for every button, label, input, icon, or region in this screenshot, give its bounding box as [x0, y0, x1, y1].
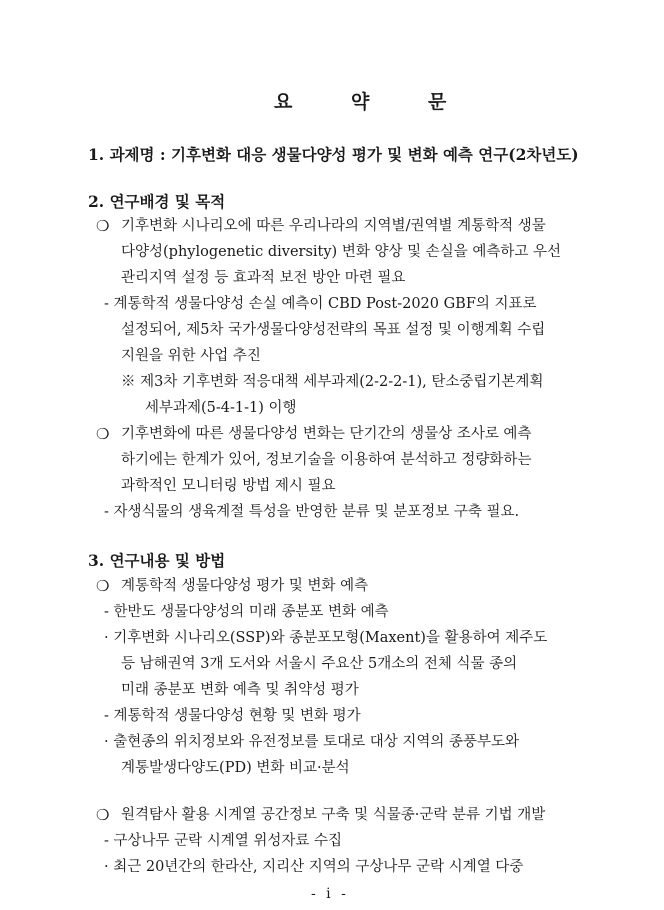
circle-bullet-icon: ❍ — [96, 806, 110, 824]
sec3-point1-line2: 등 남해권역 3개 도서와 서울시 주요산 5개소의 전체 식물 종의 — [121, 656, 518, 672]
sec2-dash1-line2: 설정되어, 제5차 국가생물다양성전략의 목표 설정 및 이행계획 수립 — [121, 322, 546, 338]
sec3-dash1: - 한반도 생물다양성의 미래 종분포 변화 예측 — [104, 604, 389, 620]
section2-heading: 2. 연구배경 및 목적 — [88, 192, 226, 211]
sec2-bullet2-line2: 하기에는 한계가 있어, 정보기술을 이용하여 분석하고 정량화하는 — [121, 452, 532, 468]
sec3-dash2: - 계통학적 생물다양성 현황 및 변화 평가 — [104, 708, 361, 724]
project-name: 1. 과제명 : 기후변화 대응 생물다양성 평가 및 변화 예측 연구(2차년도) — [88, 145, 579, 164]
sec2-bullet2-line3: 과학적인 모니터링 방법 제시 필요 — [121, 478, 336, 494]
section3-heading: 3. 연구내용 및 방법 — [88, 551, 226, 570]
sec3-point2-line2: 계통발생다양도(PD) 변화 비교·분석 — [121, 760, 350, 776]
sec2-dash2: - 자생식물의 생육계절 특성을 반영한 분류 및 분포정보 구축 필요. — [104, 504, 520, 520]
sec3-point1-line3: 미래 종분포 변화 예측 및 취약성 평가 — [121, 682, 359, 698]
sec2-note-line2: 세부과제(5-4-1-1) 이행 — [145, 400, 297, 416]
circle-bullet-icon: ❍ — [96, 217, 110, 235]
sec3-point2-line1: · 출현종의 위치정보와 유전정보를 토대로 대상 지역의 종풍부도와 — [104, 734, 520, 750]
circle-bullet-icon: ❍ — [96, 577, 110, 595]
sec3-point3-line1: · 최근 20년간의 한라산, 지리산 지역의 구상나무 군락 시계열 다중 — [104, 859, 524, 875]
sec2-dash1-line3: 지원을 위한 사업 추진 — [121, 348, 261, 364]
summary-title: 요 약 문 — [274, 91, 473, 113]
sec3-bullet2: 원격탐사 활용 시계열 공간정보 구축 및 식물종·군락 분류 기법 개발 — [121, 807, 546, 823]
page-number: - i - — [311, 886, 349, 902]
sec3-dash3: - 구상나무 군락 시계열 위성자료 수집 — [104, 833, 343, 849]
sec2-note-line1: ※ 제3차 기후변화 적응대책 세부과제(2-2-2-1), 탄소중립기본계획 — [121, 374, 544, 390]
sec2-dash1-line1: - 계통학적 생물다양성 손실 예측이 CBD Post-2020 GBF의 지표로 — [104, 296, 537, 312]
sec2-bullet1-line2: 다양성(phylogenetic diversity) 변화 양상 및 손실을 예측하고 우선 — [121, 244, 561, 260]
sec3-bullet1: 계통학적 생물다양성 평가 및 변화 예측 — [121, 578, 369, 594]
sec3-point1-line1: · 기후변화 시나리오(SSP)와 종분포모형(Maxent)을 활용하여 제주도 — [104, 630, 548, 646]
sec2-bullet2-line1: 기후변화에 따른 생물다양성 변화는 단기간의 생물상 조사로 예측 — [121, 426, 532, 442]
sec2-bullet1-line3: 관리지역 설정 등 효과적 보전 방안 마련 필요 — [121, 270, 406, 286]
circle-bullet-icon: ❍ — [96, 425, 110, 443]
sec2-bullet1-line1: 기후변화 시나리오에 따른 우리나라의 지역별/권역별 계통학적 생물 — [121, 218, 546, 234]
